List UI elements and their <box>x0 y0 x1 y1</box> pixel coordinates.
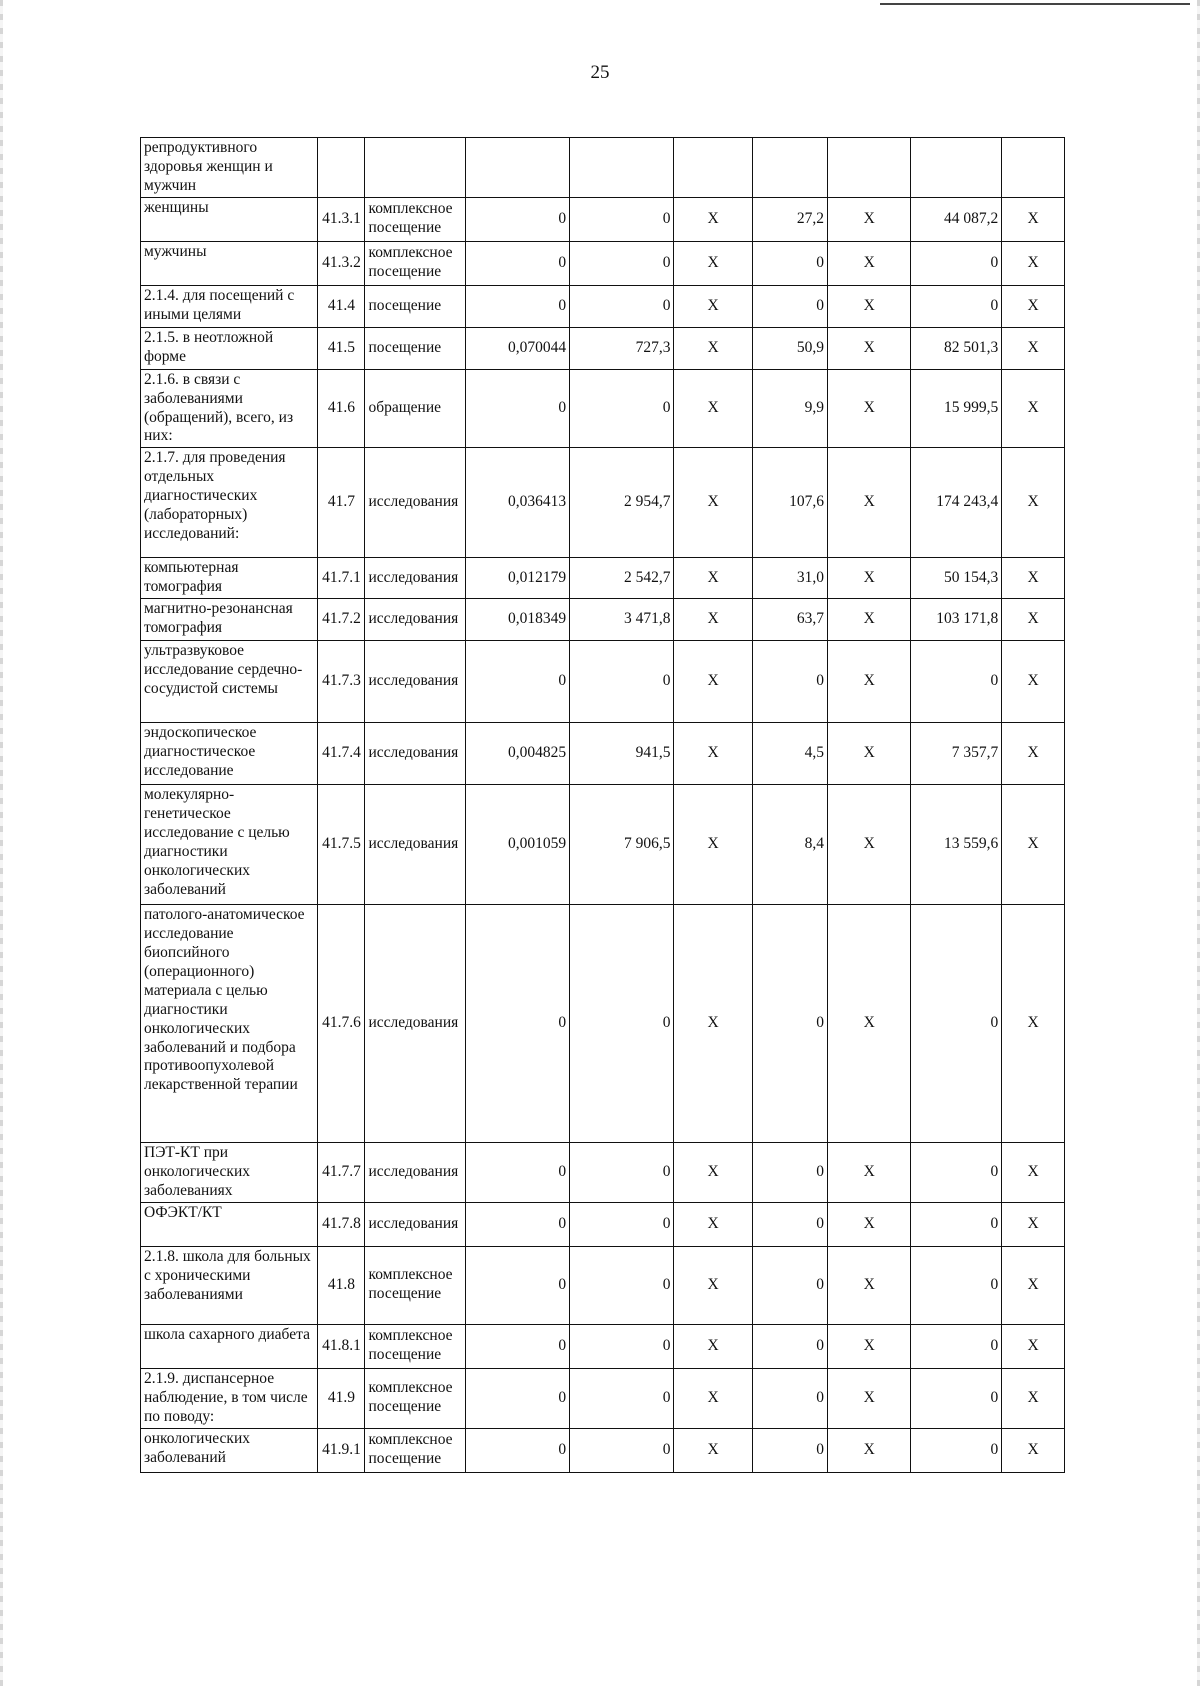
cell-v4: 0 <box>911 641 1002 723</box>
cell-name: школа сахарного диабета <box>141 1324 318 1368</box>
cell-x3: Х <box>1002 1143 1065 1203</box>
cell-x1: Х <box>674 369 752 448</box>
cell-x1: Х <box>674 641 752 723</box>
table-row <box>141 1324 1065 1368</box>
table-row <box>141 785 1065 905</box>
cell-v3: 0 <box>752 641 827 723</box>
table-row <box>141 599 1065 641</box>
cell-x2: Х <box>827 905 911 1143</box>
cell-unit: исследования <box>365 1143 465 1203</box>
cell-v3: 0 <box>752 285 827 327</box>
cell-x2: Х <box>827 599 911 641</box>
cell-x2: Х <box>827 1368 911 1428</box>
page-number: 25 <box>590 62 610 83</box>
cell-v3: 107,6 <box>752 448 827 558</box>
cell-name: 2.1.5. в неотложной форме <box>141 327 318 369</box>
cell-name: молекулярно-генетическое исследование с целью диагностики онкологических заболеваний <box>141 785 318 905</box>
cell-v3 <box>752 138 827 198</box>
cell-x1: Х <box>674 599 752 641</box>
cell-v2 <box>570 138 674 198</box>
cell-x3: Х <box>1002 1428 1065 1472</box>
cell-unit: исследования <box>365 1202 465 1246</box>
table-row <box>141 1246 1065 1324</box>
cell-code: 41.3.2 <box>318 241 365 285</box>
scan-edge-left <box>0 0 3 1686</box>
cell-code <box>318 138 365 198</box>
cell-unit: комплексное посещение <box>365 197 465 241</box>
cell-v1: 0 <box>465 905 569 1143</box>
cell-code: 41.9 <box>318 1368 365 1428</box>
cell-v1 <box>465 138 569 198</box>
cell-name: ПЭТ-КТ при онкологических заболеваниях <box>141 1143 318 1203</box>
cell-unit: исследования <box>365 558 465 599</box>
cell-unit: исследования <box>365 785 465 905</box>
cell-code: 41.3.1 <box>318 197 365 241</box>
cell-code: 41.7.6 <box>318 905 365 1143</box>
cell-x1: Х <box>674 241 752 285</box>
cell-v4: 0 <box>911 1202 1002 1246</box>
cell-v1: 0 <box>465 1428 569 1472</box>
cell-x3: Х <box>1002 285 1065 327</box>
cell-unit: исследования <box>365 599 465 641</box>
cell-x3: Х <box>1002 1324 1065 1368</box>
cell-v4: 174 243,4 <box>911 448 1002 558</box>
cell-x3: Х <box>1002 1202 1065 1246</box>
cell-v4: 0 <box>911 1324 1002 1368</box>
cell-v2: 0 <box>570 1368 674 1428</box>
cell-x3: Х <box>1002 905 1065 1143</box>
cell-x2: Х <box>827 641 911 723</box>
cell-v2: 0 <box>570 1428 674 1472</box>
cell-x3: Х <box>1002 369 1065 448</box>
table-row <box>141 138 1065 198</box>
cell-v2: 941,5 <box>570 723 674 785</box>
cell-x1: Х <box>674 1428 752 1472</box>
cell-x3: Х <box>1002 1368 1065 1428</box>
cell-name: компьютерная томография <box>141 558 318 599</box>
cell-v1: 0,004825 <box>465 723 569 785</box>
cell-x3: Х <box>1002 723 1065 785</box>
cell-x3: Х <box>1002 641 1065 723</box>
table-row <box>141 1202 1065 1246</box>
cell-code: 41.7.4 <box>318 723 365 785</box>
cell-name: 2.1.7. для проведения отдельных диагностических (лабораторных) исследований: <box>141 448 318 558</box>
cell-unit: посещение <box>365 285 465 327</box>
cell-unit: комплексное посещение <box>365 1428 465 1472</box>
cell-v3: 0 <box>752 241 827 285</box>
cell-code: 41.7.5 <box>318 785 365 905</box>
cell-v3: 31,0 <box>752 558 827 599</box>
table-row <box>141 197 1065 241</box>
cell-name: 2.1.6. в связи с заболеваниями (обращений), всего, из них: <box>141 369 318 448</box>
table-row <box>141 1428 1065 1472</box>
cell-x3: Х <box>1002 197 1065 241</box>
cell-v2: 0 <box>570 1246 674 1324</box>
cell-v3: 63,7 <box>752 599 827 641</box>
cell-v3: 0 <box>752 1143 827 1203</box>
cell-x1: Х <box>674 558 752 599</box>
cell-v3: 27,2 <box>752 197 827 241</box>
cell-v2: 0 <box>570 1202 674 1246</box>
cell-unit: исследования <box>365 723 465 785</box>
cell-code: 41.7 <box>318 448 365 558</box>
cell-name: ОФЭКТ/КТ <box>141 1202 318 1246</box>
cell-code: 41.8 <box>318 1246 365 1324</box>
cell-x3: Х <box>1002 327 1065 369</box>
cell-v1: 0 <box>465 1246 569 1324</box>
cell-v1: 0 <box>465 1202 569 1246</box>
table-row <box>141 641 1065 723</box>
cell-unit: комплексное посещение <box>365 1246 465 1324</box>
cell-unit <box>365 138 465 198</box>
cell-x2: Х <box>827 285 911 327</box>
cell-v4: 0 <box>911 241 1002 285</box>
cell-v2: 2 542,7 <box>570 558 674 599</box>
cell-v4: 7 357,7 <box>911 723 1002 785</box>
cell-v2: 0 <box>570 1324 674 1368</box>
cell-code: 41.5 <box>318 327 365 369</box>
cell-unit: исследования <box>365 448 465 558</box>
cell-v1: 0,070044 <box>465 327 569 369</box>
cell-v2: 0 <box>570 641 674 723</box>
cell-x2: Х <box>827 1143 911 1203</box>
cell-name: 2.1.8. школа для больных с хроническими заболеваниями <box>141 1246 318 1324</box>
cell-x2: Х <box>827 1324 911 1368</box>
cell-v4: 0 <box>911 905 1002 1143</box>
cell-v1: 0 <box>465 1143 569 1203</box>
cell-x1: Х <box>674 905 752 1143</box>
cell-v4: 0 <box>911 1143 1002 1203</box>
cell-unit: исследования <box>365 905 465 1143</box>
cell-v4: 15 999,5 <box>911 369 1002 448</box>
cell-v3: 50,9 <box>752 327 827 369</box>
cell-code: 41.9.1 <box>318 1428 365 1472</box>
cell-v1: 0 <box>465 197 569 241</box>
cell-x2: Х <box>827 448 911 558</box>
cell-v1: 0 <box>465 1324 569 1368</box>
table-row <box>141 558 1065 599</box>
cell-v2: 0 <box>570 241 674 285</box>
cell-v4: 103 171,8 <box>911 599 1002 641</box>
cell-name: магнитно-резонансная томография <box>141 599 318 641</box>
cell-x2: Х <box>827 558 911 599</box>
cell-x1: Х <box>674 327 752 369</box>
cell-x3: Х <box>1002 599 1065 641</box>
table-row <box>141 369 1065 448</box>
cell-v2: 3 471,8 <box>570 599 674 641</box>
cell-v1: 0 <box>465 641 569 723</box>
cell-v2: 0 <box>570 285 674 327</box>
cell-v1: 0 <box>465 369 569 448</box>
cell-v4: 0 <box>911 1368 1002 1428</box>
cell-x2: Х <box>827 1246 911 1324</box>
table-row <box>141 448 1065 558</box>
cell-v4: 82 501,3 <box>911 327 1002 369</box>
cell-code: 41.7.1 <box>318 558 365 599</box>
cell-x3: Х <box>1002 448 1065 558</box>
cell-x1 <box>674 138 752 198</box>
cell-v3: 0 <box>752 1246 827 1324</box>
cell-x3: Х <box>1002 241 1065 285</box>
cell-v3: 0 <box>752 1368 827 1428</box>
cell-x2: Х <box>827 1202 911 1246</box>
cell-v3: 4,5 <box>752 723 827 785</box>
cell-v1: 0,001059 <box>465 785 569 905</box>
cell-x1: Х <box>674 285 752 327</box>
top-rule <box>880 3 1190 5</box>
cell-name: ультразвуковое исследование сердечно-сосудистой системы <box>141 641 318 723</box>
cell-v4: 0 <box>911 285 1002 327</box>
cell-v4: 0 <box>911 1246 1002 1324</box>
cell-v3: 9,9 <box>752 369 827 448</box>
cell-x1: Х <box>674 448 752 558</box>
cell-x1: Х <box>674 1143 752 1203</box>
cell-x3 <box>1002 138 1065 198</box>
cell-name: женщины <box>141 197 318 241</box>
cell-name: 2.1.9. диспансерное наблюдение, в том числе по поводу: <box>141 1368 318 1428</box>
cell-v2: 7 906,5 <box>570 785 674 905</box>
cell-v3: 8,4 <box>752 785 827 905</box>
cell-code: 41.7.8 <box>318 1202 365 1246</box>
cell-v3: 0 <box>752 1202 827 1246</box>
cell-v3: 0 <box>752 1428 827 1472</box>
cell-v4: 0 <box>911 1428 1002 1472</box>
cell-v1: 0,012179 <box>465 558 569 599</box>
cell-name: патолого-анатомическое исследование биопсийного (операционного) материала с целью диагностики онкологических заболеваний и подбора противоопухолевой лекарственной терапии <box>141 905 318 1143</box>
cell-v4 <box>911 138 1002 198</box>
cell-x2: Х <box>827 197 911 241</box>
cell-v2: 0 <box>570 905 674 1143</box>
table-row <box>141 327 1065 369</box>
cell-v2: 727,3 <box>570 327 674 369</box>
cell-code: 41.7.2 <box>318 599 365 641</box>
cell-code: 41.6 <box>318 369 365 448</box>
cell-name: репродуктивного здоровья женщин и мужчин <box>141 138 318 198</box>
cell-unit: комплексное посещение <box>365 241 465 285</box>
cell-x2: Х <box>827 241 911 285</box>
cell-v1: 0 <box>465 1368 569 1428</box>
cell-x1: Х <box>674 197 752 241</box>
cell-v1: 0,036413 <box>465 448 569 558</box>
cell-v1: 0 <box>465 285 569 327</box>
table-row <box>141 1368 1065 1428</box>
cell-x3: Х <box>1002 558 1065 599</box>
cell-v3: 0 <box>752 1324 827 1368</box>
cell-x2: Х <box>827 723 911 785</box>
data-table <box>140 137 1065 1473</box>
cell-v3: 0 <box>752 905 827 1143</box>
cell-unit: обращение <box>365 369 465 448</box>
cell-x1: Х <box>674 1202 752 1246</box>
table-row <box>141 241 1065 285</box>
cell-x2: Х <box>827 327 911 369</box>
cell-x1: Х <box>674 723 752 785</box>
cell-x2: Х <box>827 369 911 448</box>
cell-name: онкологических заболеваний <box>141 1428 318 1472</box>
cell-x2: Х <box>827 1428 911 1472</box>
cell-v4: 44 087,2 <box>911 197 1002 241</box>
cell-v2: 0 <box>570 1143 674 1203</box>
cell-code: 41.8.1 <box>318 1324 365 1368</box>
cell-code: 41.7.3 <box>318 641 365 723</box>
table-row <box>141 1143 1065 1203</box>
cell-name: 2.1.4. для посещений с иными целями <box>141 285 318 327</box>
table-row <box>141 905 1065 1143</box>
cell-x2 <box>827 138 911 198</box>
cell-unit: исследования <box>365 641 465 723</box>
cell-v1: 0,018349 <box>465 599 569 641</box>
cell-name: эндоскопическое диагностическое исследование <box>141 723 318 785</box>
cell-v4: 50 154,3 <box>911 558 1002 599</box>
cell-v2: 0 <box>570 197 674 241</box>
cell-v2: 0 <box>570 369 674 448</box>
cell-x1: Х <box>674 785 752 905</box>
cell-v4: 13 559,6 <box>911 785 1002 905</box>
cell-code: 41.4 <box>318 285 365 327</box>
cell-v1: 0 <box>465 241 569 285</box>
cell-x1: Х <box>674 1368 752 1428</box>
table-body <box>141 138 1065 1473</box>
cell-x2: Х <box>827 785 911 905</box>
cell-x3: Х <box>1002 1246 1065 1324</box>
table-row <box>141 723 1065 785</box>
cell-x1: Х <box>674 1324 752 1368</box>
cell-x3: Х <box>1002 785 1065 905</box>
cell-unit: комплексное посещение <box>365 1368 465 1428</box>
cell-v2: 2 954,7 <box>570 448 674 558</box>
cell-unit: посещение <box>365 327 465 369</box>
cell-code: 41.7.7 <box>318 1143 365 1203</box>
table-row <box>141 285 1065 327</box>
cell-name: мужчины <box>141 241 318 285</box>
cell-x1: Х <box>674 1246 752 1324</box>
cell-unit: комплексное посещение <box>365 1324 465 1368</box>
